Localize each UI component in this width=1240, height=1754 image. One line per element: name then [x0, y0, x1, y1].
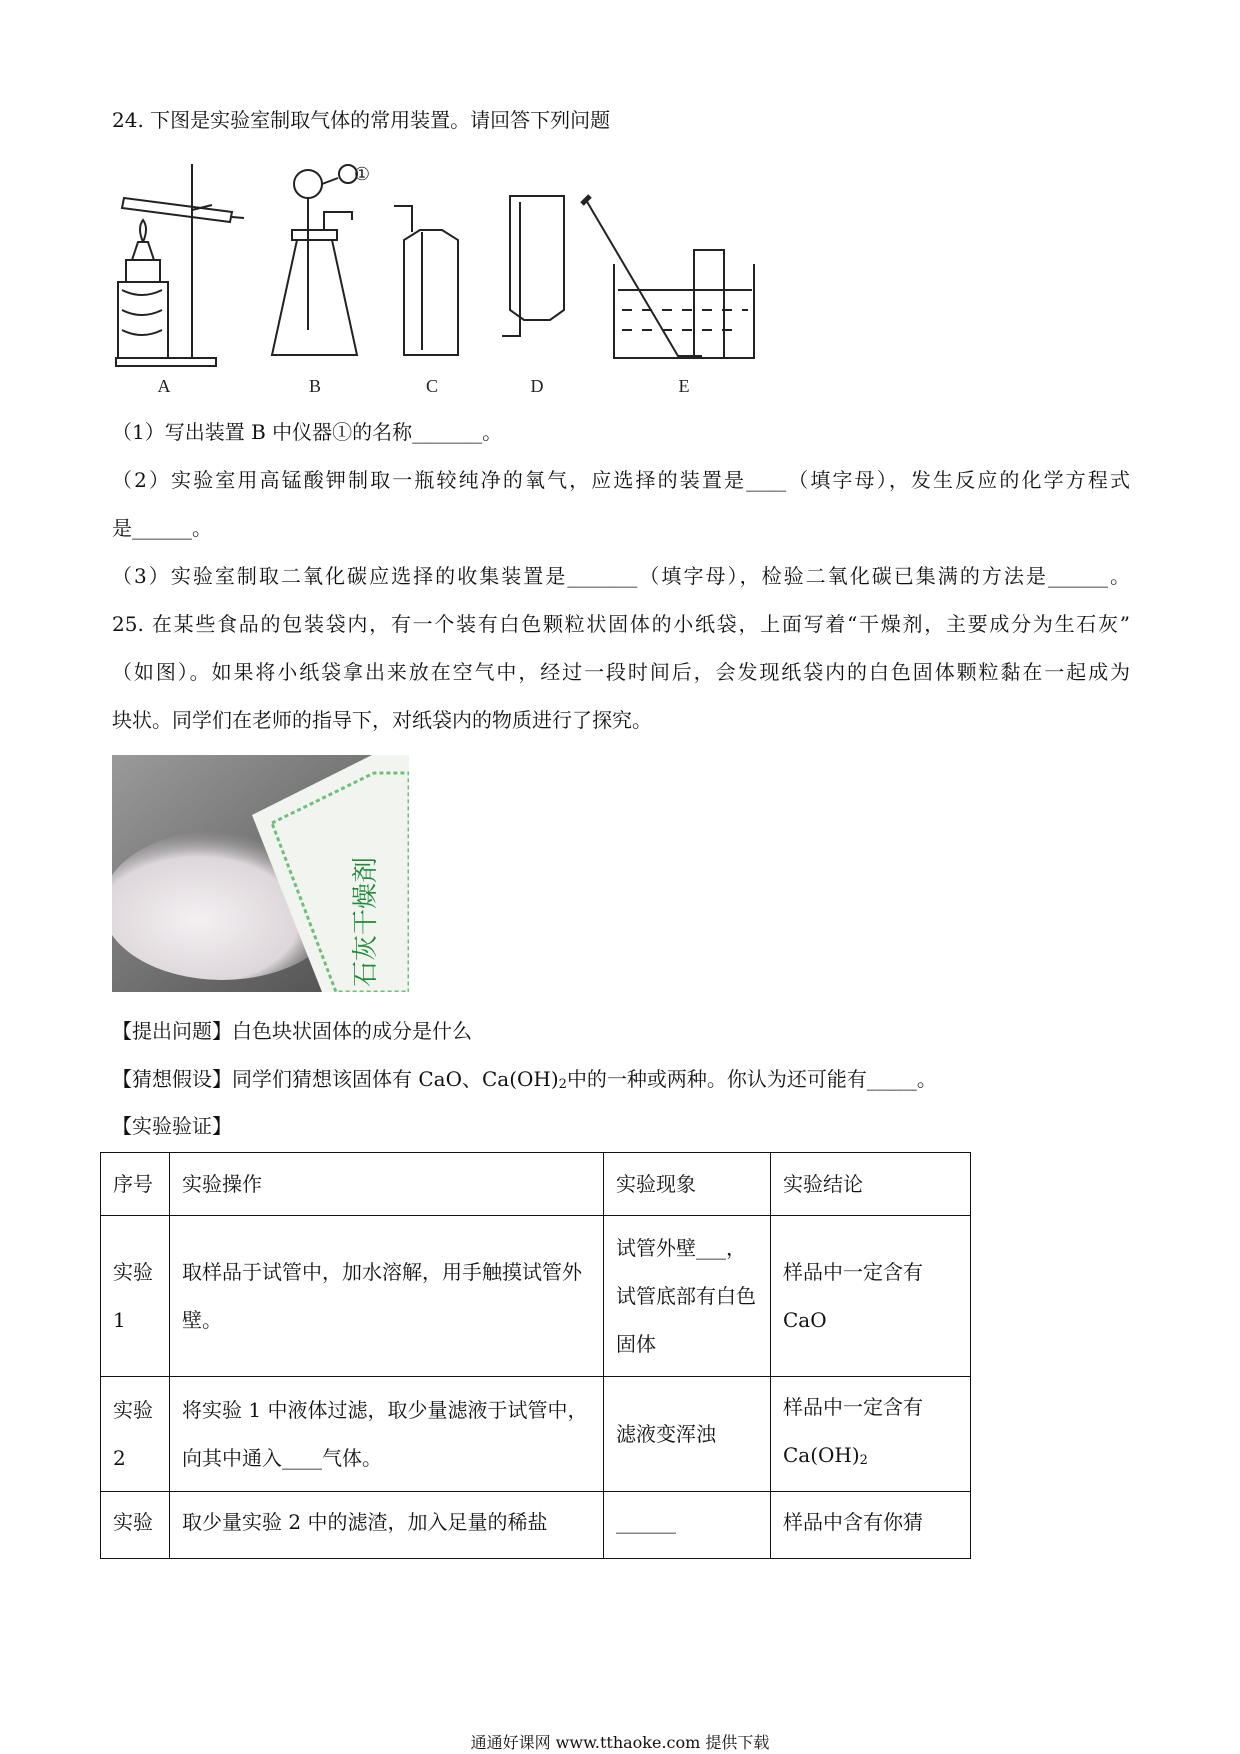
apparatus-marker: ①: [353, 164, 371, 184]
table-row: [101, 1377, 971, 1492]
row2-co-a: 样品中一定含有Ca(OH): [783, 1395, 923, 1467]
page-footer: 通通好课网 www.tthaoke.com 提供下载: [470, 1733, 770, 1752]
apparatus-label-b: B: [308, 376, 322, 396]
header-co: 实验结论: [771, 1153, 971, 1216]
q24-sub3: （3）实验室制取二氧化碳应选择的收集装置是_______（填字母），检验二氧化碳已集满的方法是______。: [112, 564, 1130, 588]
row3-ob: ______: [604, 1492, 771, 1559]
row2-op: 将实验 1 中液体过滤，取少量滤液于试管中，向其中通入____气体。: [170, 1377, 604, 1492]
apparatus-label-d: D: [530, 376, 544, 396]
header-ob: 实验现象: [604, 1153, 771, 1216]
apparatus-figure: [112, 160, 852, 400]
row1-id: 实验1: [101, 1216, 170, 1377]
q24-sub2-line1: （2）实验室用高锰酸钾制取一瓶较纯净的氧气，应选择的装置是____（填字母），发生反应的化学方程式: [112, 468, 1130, 492]
row2-ob: 滤液变浑浊: [604, 1377, 771, 1492]
row1-op: 取样品于试管中，加水溶解，用手触摸试管外壁。: [170, 1216, 604, 1377]
q25-guess: [112, 1065, 937, 1099]
row1-ob: 试管外壁___，试管底部有白色固体: [604, 1216, 771, 1377]
row2-co: [771, 1377, 971, 1492]
row3-co: 样品中含有你猜: [771, 1492, 971, 1559]
row2-id: 实验2: [101, 1377, 170, 1492]
table-header-row: [101, 1153, 971, 1216]
row3-id: 实验: [101, 1492, 170, 1559]
q25-guess-a: 【猜想假设】同学们猜想该固体有 CaO、Ca(OH): [112, 1067, 559, 1091]
q25-line2: （如图）。如果将小纸袋拿出来放在空气中，经过一段时间后，会发现纸袋内的白色固体颗粒黏在一起成为: [112, 660, 1130, 684]
q25-guess-sub: 2: [558, 1077, 567, 1092]
q24-sub1: （1）写出装置 B 中仪器①的名称_______。: [112, 420, 503, 444]
row3-op: 取少量实验 2 中的滤渣，加入足量的稀盐: [170, 1492, 604, 1559]
q25-guess-b: 中的一种或两种。你认为还可能有_____。: [566, 1067, 937, 1091]
q25-verify: 【实验验证】: [112, 1114, 232, 1138]
photo-label: 石灰干燥剤: [351, 856, 381, 987]
apparatus-label-a: A: [157, 376, 171, 396]
q24-sub2-line2: 是______。: [112, 516, 212, 540]
desiccant-photo: [112, 755, 409, 992]
apparatus-label-e: E: [678, 376, 690, 396]
header-id: 序号: [101, 1153, 170, 1216]
table-row: [101, 1216, 971, 1377]
apparatus-label-c: C: [425, 376, 439, 396]
q24-title: 24. 下图是实验室制取气体的常用装置。请回答下列问题: [112, 108, 611, 132]
table-row: [101, 1492, 971, 1559]
row1-co: 样品中一定含有CaO: [771, 1216, 971, 1377]
q25-ask: 【提出问题】白色块状固体的成分是什么: [112, 1019, 472, 1043]
header-op: 实验操作: [170, 1153, 604, 1216]
q25-line3: 块状。同学们在老师的指导下，对纸袋内的物质进行了探究。: [112, 708, 652, 732]
row2-co-sub: 2: [859, 1453, 868, 1468]
q25-line1: 25. 在某些食品的包装袋内，有一个装有白色颗粒状固体的小纸袋，上面写着“干燥剂，主要成分为生石灰”: [112, 612, 1130, 636]
experiment-table: [100, 1152, 971, 1559]
